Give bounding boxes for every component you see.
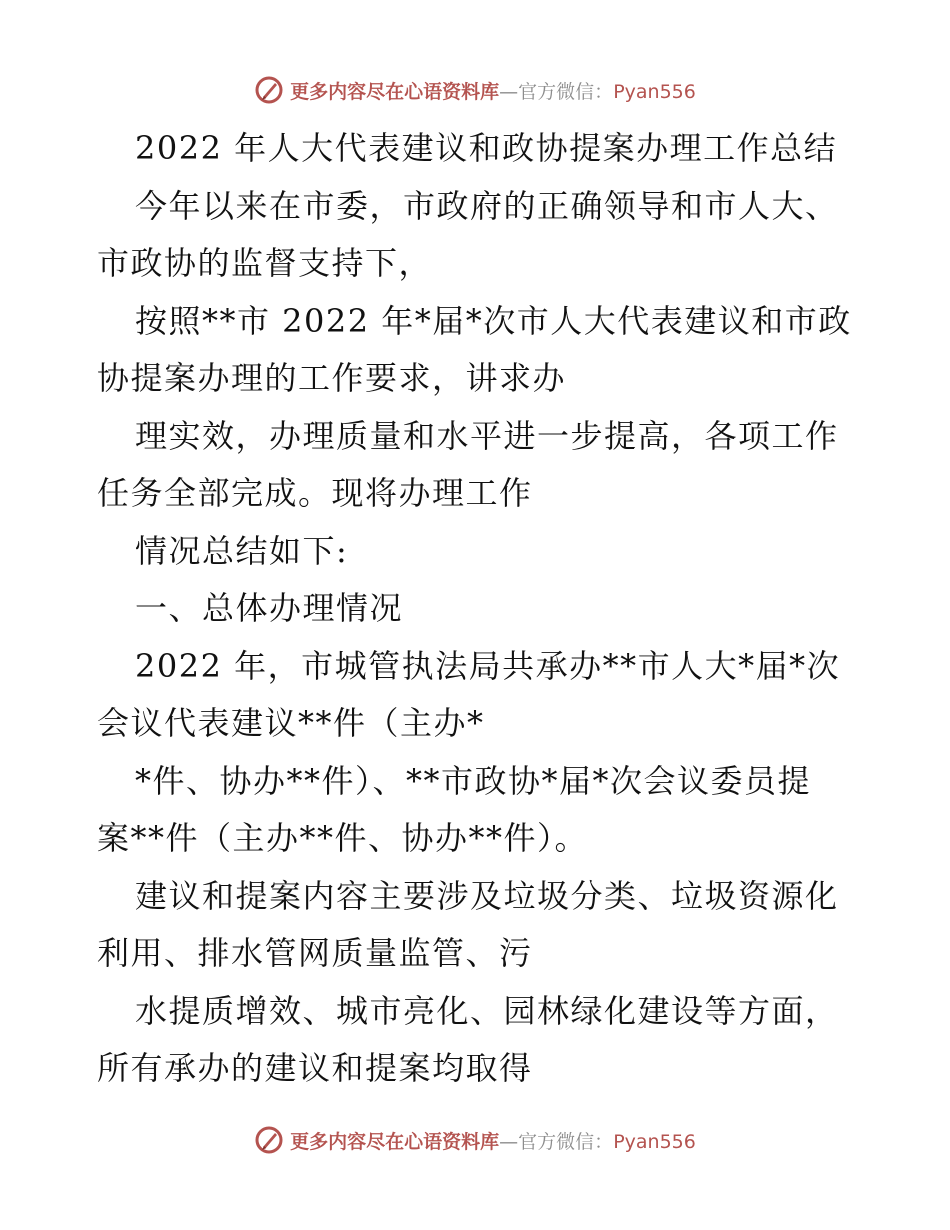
document-line: 今年以来在市委，市政府的正确领导和市人大、 [135, 186, 839, 225]
document-body [97, 120, 857, 1098]
document-line: 按照**市 2022 年*届*次市人大代表建议和市政 [135, 301, 852, 340]
header-wechat-id: Pyan556 [613, 80, 696, 103]
document-line: 水提质增效、城市亮化、园林绿化建设等方面， [135, 991, 839, 1030]
document-line: 情况总结如下: [135, 531, 349, 570]
document-line: 所有承办的建议和提案均取得 [97, 1049, 533, 1087]
document-line: 协提案办理的工作要求，讲求办 [97, 359, 567, 397]
footer-wechat-id: Pyan556 [613, 1130, 696, 1153]
header-dash: — [499, 80, 519, 103]
document-line: 案**件（主办**件、协办**件）。 [97, 819, 589, 857]
footer-library-text: 更多内容尽在心语资料库 [290, 1130, 500, 1153]
header-wechat-label: 官方微信： [518, 80, 614, 103]
document-line: 建议和提案内容主要涉及垃圾分类、垃圾资源化 [135, 876, 839, 915]
document-line: 2022 年人大代表建议和政协提案办理工作总结 [135, 129, 838, 167]
document-line: 市政协的监督支持下， [97, 244, 433, 282]
document-line: 一、总体办理情况 [135, 589, 404, 627]
header-banner-text [290, 77, 696, 104]
quill-logo-icon [254, 1125, 284, 1155]
document-line: *件、协办**件）、**市政协*届*次会议委员提 [135, 761, 812, 800]
header-banner [0, 70, 950, 110]
document-line: 理实效，办理质量和水平进一步提高，各项工作 [135, 416, 839, 455]
footer-dash: — [499, 1130, 519, 1153]
document-line: 任务全部完成。现将办理工作 [97, 474, 533, 512]
footer-banner-text [290, 1127, 696, 1154]
quill-logo-icon [254, 75, 284, 105]
document-line: 2022 年，市城管执法局共承办**市人大*届*次 [135, 646, 841, 685]
header-library-text: 更多内容尽在心语资料库 [290, 80, 500, 103]
footer-wechat-label: 官方微信： [518, 1130, 614, 1153]
document-line: 利用、排水管网质量监管、污 [97, 934, 533, 972]
footer-banner [0, 1120, 950, 1160]
document-line: 会议代表建议**件（主办* [97, 704, 485, 742]
